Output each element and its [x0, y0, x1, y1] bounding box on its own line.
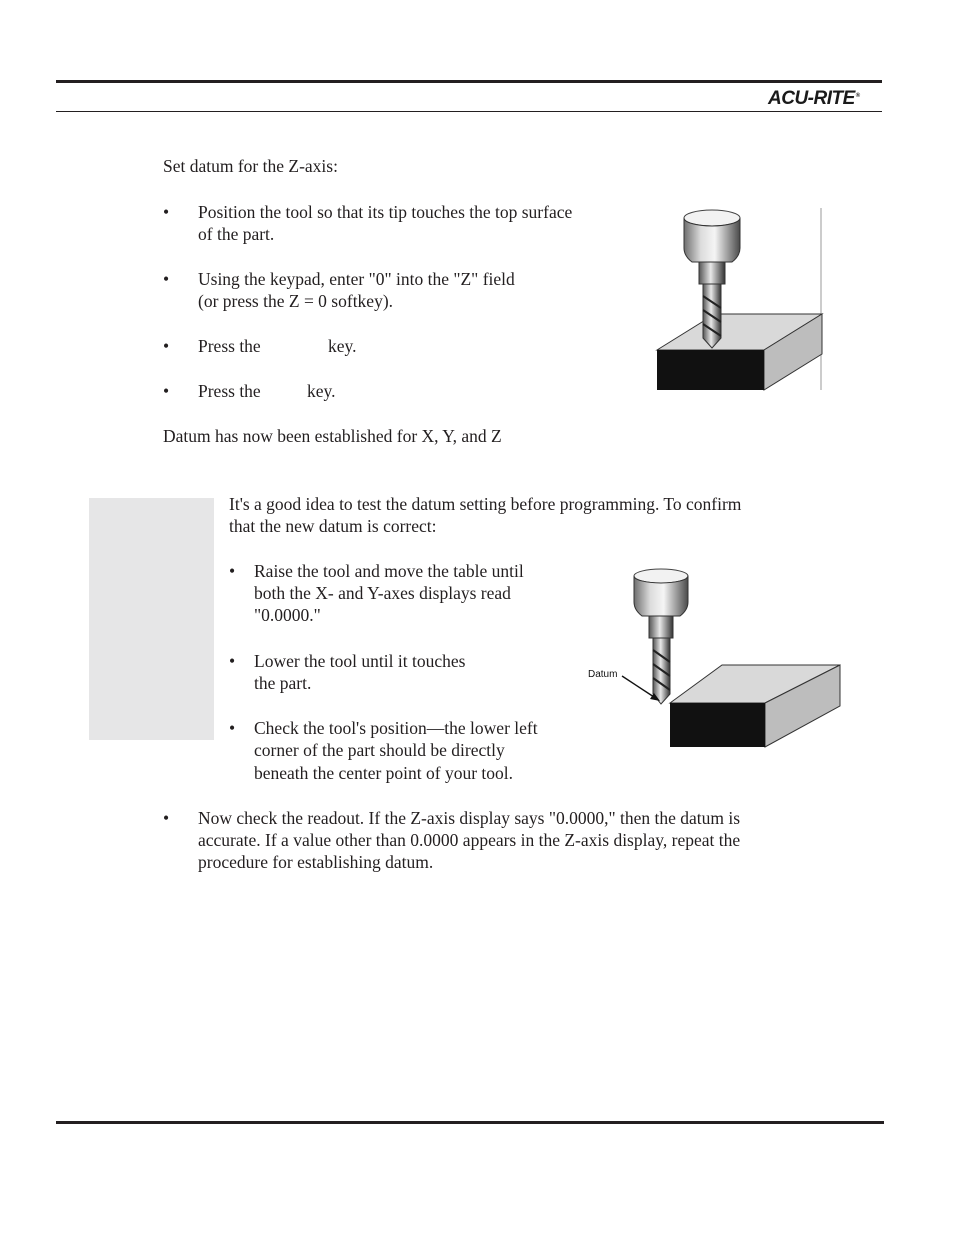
- block-front-face: [657, 350, 764, 390]
- final-line-2: accurate. If a value other than 0.0000 appears in the Z-axis display, repeat the: [198, 830, 741, 850]
- brand-registered-mark: ®: [855, 92, 860, 99]
- bullet-marker: •: [229, 561, 236, 581]
- check-2-line-2: the part.: [254, 673, 312, 693]
- bullet-marker: •: [163, 808, 170, 828]
- check-3-line-1: Check the tool's position—the lower left: [254, 718, 538, 738]
- step-1-line-1: Position the tool so that its tip touches the top surface: [198, 202, 573, 222]
- bullet-marker: •: [163, 381, 170, 401]
- step-2-line-2: (or press the Z = 0 softkey).: [198, 291, 394, 311]
- bullet-marker: •: [163, 336, 170, 356]
- section-intro: Set datum for the Z-axis:: [163, 156, 338, 176]
- tool-on-top-surface-illustration: [650, 204, 826, 394]
- section-conclusion: Datum has now been established for X, Y, and Z: [163, 426, 502, 446]
- step-3-suffix: key.: [328, 336, 357, 356]
- check-2-line-1: Lower the tool until it touches: [254, 651, 466, 671]
- note-intro-line-1: It's a good idea to test the datum setting before programming. To confirm: [229, 494, 742, 514]
- footer-rule: [56, 1121, 884, 1124]
- final-line-1: Now check the readout. If the Z-axis display says "0.0000," then the datum is: [198, 808, 741, 828]
- final-line-3: procedure for establishing datum.: [198, 852, 434, 872]
- bullet-marker: •: [163, 202, 170, 222]
- step-4-suffix: key.: [307, 381, 336, 401]
- header-bottom-rule: [56, 111, 882, 112]
- check-1-line-3: "0.0000.": [254, 605, 321, 625]
- collet: [699, 262, 725, 284]
- bullet-marker: •: [229, 718, 236, 738]
- bullet-marker: •: [229, 651, 236, 671]
- brand-logo-text: ACU-RITE: [768, 88, 855, 109]
- check-3-line-3: beneath the center point of your tool.: [254, 763, 514, 783]
- block-front-face: [670, 703, 765, 747]
- datum-label: Datum: [588, 669, 618, 680]
- step-1-line-2: of the part.: [198, 224, 275, 244]
- step-2-line-1: Using the keypad, enter "0" into the "Z" field: [198, 269, 515, 289]
- check-1-line-1: Raise the tool and move the table until: [254, 561, 524, 581]
- brand-logo: [768, 88, 860, 110]
- note-intro-line-2: that the new datum is correct:: [229, 516, 437, 536]
- check-1-line-2: both the X- and Y-axes displays read: [254, 583, 511, 603]
- bullet-marker: •: [163, 269, 170, 289]
- step-4-prefix: Press the: [198, 381, 261, 401]
- tool-at-datum-illustration: [584, 566, 842, 750]
- datum-arrow-line: [622, 676, 654, 697]
- check-3-line-2: corner of the part should be directly: [254, 740, 505, 760]
- header-top-rule: [56, 80, 882, 83]
- collet: [649, 616, 673, 638]
- note-sidebar: [89, 498, 214, 740]
- step-3-prefix: Press the: [198, 336, 261, 356]
